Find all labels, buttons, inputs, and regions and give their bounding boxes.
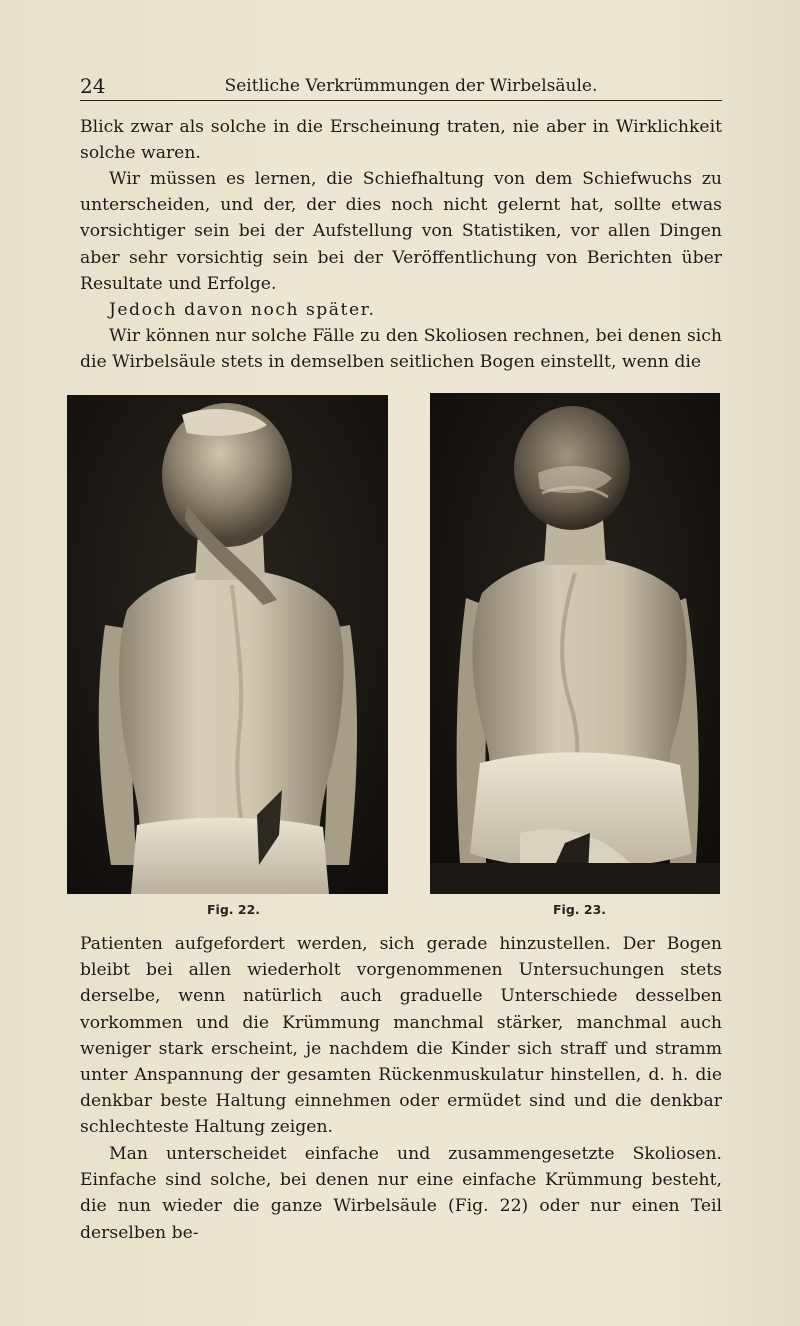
- paragraph-schiefhaltung: Wir müssen es lernen, die Schiefhaltung von dem Schiefwuchs zu unterscheiden, und der, der dies noch nicht gelernt hat, sollte etwas vorsichtiger sein bei der Aufstellung von Statistiken, vor allen Dingen aber sehr vorsichtig sein bei der Veröffentlichung von Berichten über Resultate und Erfolge.: [80, 169, 722, 294]
- figure-22-caption: Fig. 22.: [207, 902, 261, 917]
- paragraph-einfache-skoliosen: Man unterscheidet einfache und zusammengesetzte Skoliosen. Einfache sind solche, bei denen nur eine einfache Krümmung besteht, die nun wieder die ganze Wirbelsäule (Fig. 22) oder nur einen Teil derselben be-: [80, 1144, 722, 1243]
- paragraph-jedoch: Jedoch davon noch später.: [109, 300, 376, 320]
- page-number: 24: [80, 74, 106, 98]
- figure-23-caption: Fig. 23.: [553, 902, 607, 917]
- running-title: Seitliche Verkrümmungen der Wirbelsäule.: [224, 76, 598, 96]
- page-header: [80, 74, 722, 101]
- paragraph-continuation: Blick zwar als solche in die Erscheinung traten, nie aber in Wirklichkeit solche waren.: [80, 117, 722, 164]
- paragraph-patienten: Patienten aufgefordert werden, sich gerade hinzustellen. Der Bogen bleibt bei allen wiederholt vorgenommenen Untersuchungen stets derselbe, wenn natürlich auch graduelle Unterschiede desselben vorkommen und die Krümmung manchmal stärker, manchmal auch weniger stark erscheint, je nachdem die Kinder sich straff und stramm unter Anspannung der gesamten Rückenmuskulatur hinstellen, d. h. die denkbar beste Haltung einnehmen oder ermüdet sind und die denkbar schlechteste Haltung zeigen.: [80, 934, 722, 1138]
- paragraph-skoliosen-definition: Wir können nur solche Fälle zu den Skoliosen rechnen, bei denen sich die Wirbelsäule stets in demselben seitlichen Bogen einstellt, wenn die: [80, 326, 722, 373]
- figure-23-photo: [430, 393, 720, 894]
- figure-22-photo: [67, 395, 388, 894]
